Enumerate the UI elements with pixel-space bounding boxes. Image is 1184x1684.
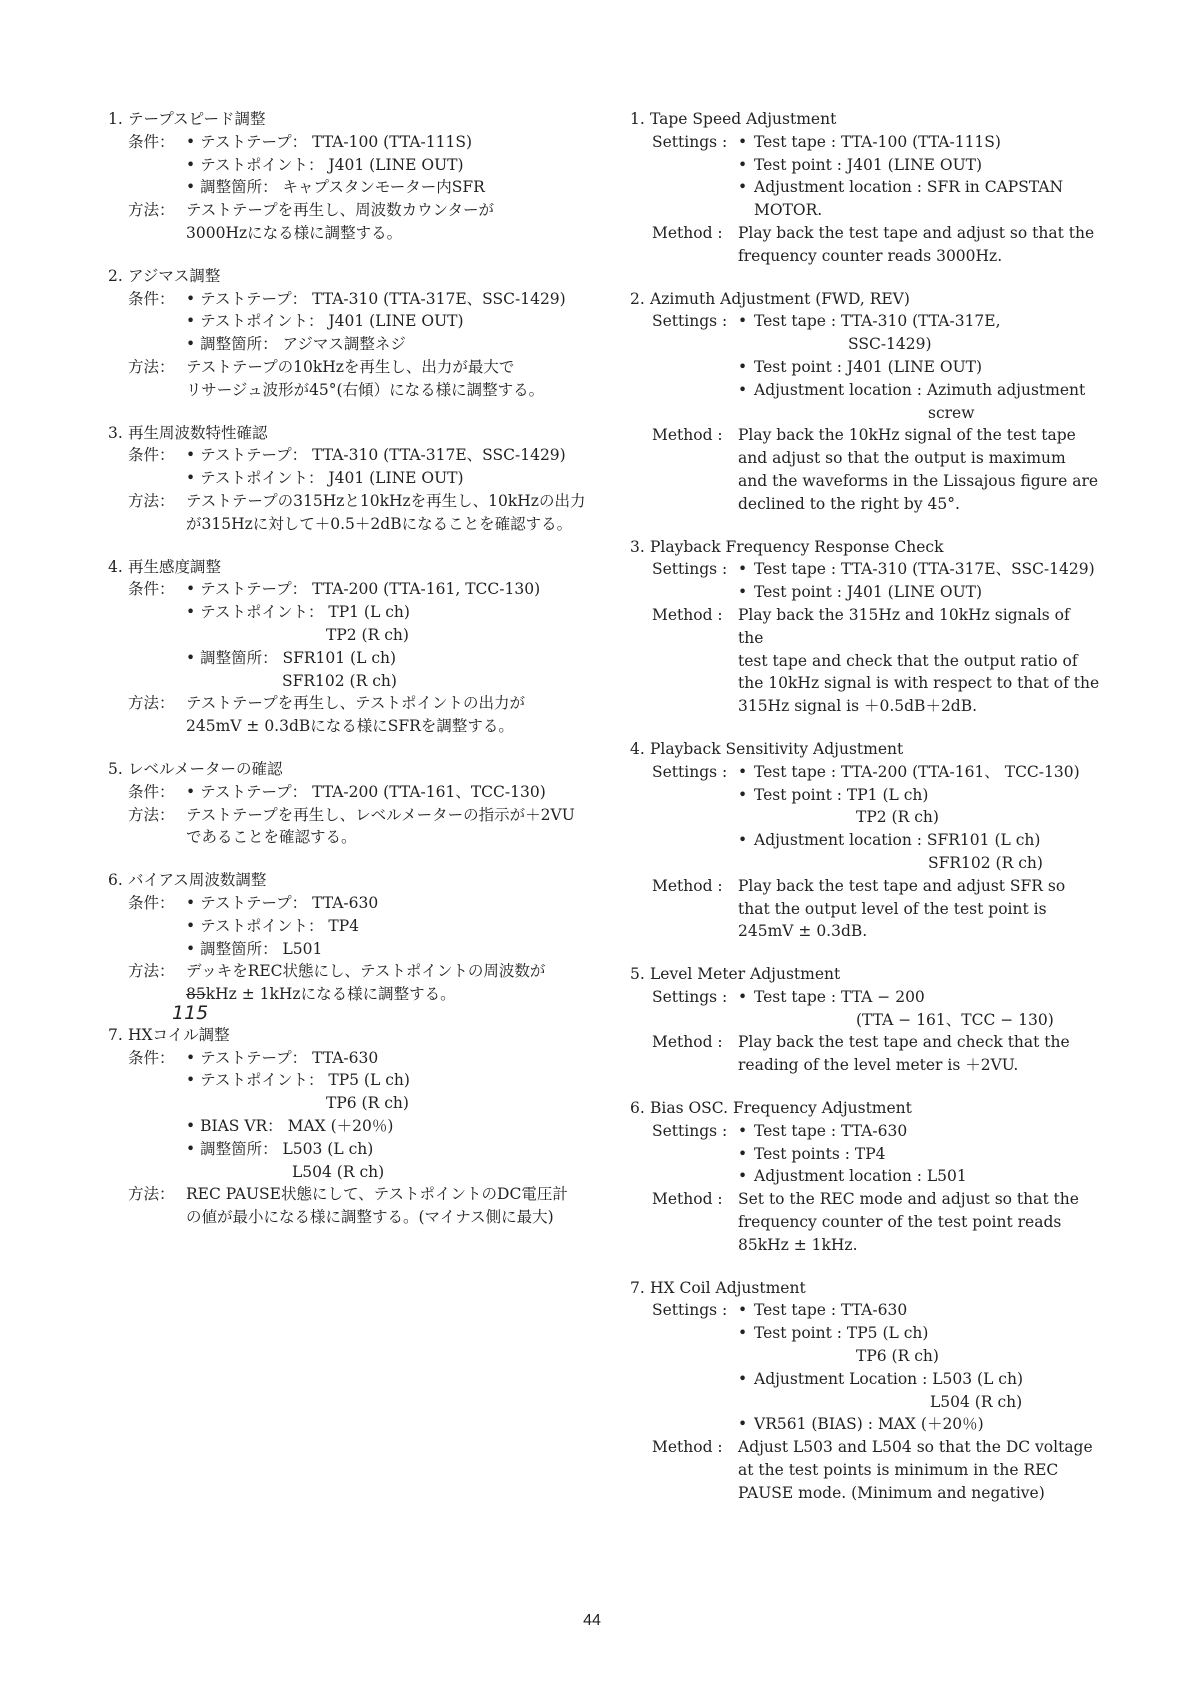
method-label: 方法：: [128, 491, 175, 510]
en-section-tape-speed: 1. Tape Speed Adjustment Settings : • Test tape : TTA-100 (TTA-111S) • Test point : J401 (LINE OUT) • Adjustment location : SFR in CAPSTAN MOTOR. Method : Play back the test tape and adjust so that the frequency counter reads 3000Hz.: [630, 108, 1100, 268]
method-label: 方法：: [128, 357, 175, 376]
ja-section-azimuth: [108, 265, 608, 402]
section-title: アジマス調整: [128, 266, 221, 285]
setting-line: (TTA − 161、TCC − 130): [856, 1010, 1054, 1029]
setting-line: VR561 (BIAS) : MAX (＋20％): [754, 1415, 984, 1434]
condition-line: • 調整箇所： アジマス調整ネジ: [186, 335, 406, 354]
method-line: テストテープの10kHzを再生し、出力が最大で: [186, 357, 515, 376]
section-number: 2.: [630, 289, 645, 308]
en-section-bias-frequency: 6. Bias OSC. Frequency Adjustment Settings : • Test tape : TTA-630 • Test points : TP4 • Adjustment location : L501 Method : Set to the REC mode and adjust so that the frequency counter of the test point reads 85kHz ± 1kHz.: [630, 1097, 1100, 1257]
method-line: テストテープの315Hzと10kHzを再生し、10kHzの出力: [186, 491, 586, 510]
method-text: kHz ± 1kHzになる様に調整する。: [205, 985, 456, 1004]
ja-section-level-meter: [108, 758, 608, 849]
ja-section-hx-coil: [108, 1024, 608, 1229]
condition-line: • 調整箇所： SFR101 (L ch): [186, 648, 397, 667]
setting-line: Adjustment location : SFR101 (L ch): [754, 831, 1041, 850]
section-title: HXコイル調整: [128, 1025, 230, 1044]
setting-line: Test tape : TTA-200 (TTA-161、 TCC-130): [754, 762, 1080, 781]
ja-section-playback-sensitivity: [108, 556, 608, 738]
section-number: 3.: [108, 423, 123, 442]
conditions-label: 条件：: [128, 782, 175, 801]
method-line: Play back the test tape and adjust so that the: [738, 223, 1095, 242]
setting-line: Adjustment location : Azimuth adjustment: [754, 380, 1086, 399]
setting-line: SSC-1429): [848, 335, 932, 354]
setting-line: Test point : TP1 (L ch): [754, 785, 929, 804]
condition-line: • テストポイント： J401 (LINE OUT): [186, 312, 464, 331]
en-section-level-meter: 5. Level Meter Adjustment Settings : • Test tape : TTA − 200 (TTA − 161、TCC − 130) Method : Play back the test tape and check that the reading of the level meter is ＋2VU.: [630, 963, 1100, 1077]
method-line: 315Hz signal is ＋0.5dB＋2dB.: [738, 697, 978, 716]
method-line: であることを確認する。: [186, 828, 357, 847]
section-title: Level Meter Adjustment: [650, 965, 841, 984]
handwritten-correction: 115: [172, 1001, 209, 1024]
settings-label: Settings :: [652, 132, 728, 151]
setting-line: Test points : TP4: [754, 1144, 886, 1163]
method-label: 方法：: [128, 201, 175, 220]
ja-section-tape-speed: [108, 108, 608, 245]
setting-line: Adjustment location : L501: [754, 1167, 967, 1186]
conditions-label: 条件：: [128, 132, 175, 151]
method-label: Method :: [652, 1190, 723, 1209]
section-number: 7.: [630, 1278, 645, 1297]
method-line: 85kHz ± 1kHz.: [738, 1235, 858, 1254]
method-line: test tape and check that the output ratio of: [738, 651, 1078, 670]
method-label: 方法：: [128, 805, 175, 824]
condition-line: • テストテープ： TTA-100 (TTA-111S): [186, 132, 473, 151]
method-line: が315Hzに対して＋0.5＋2dBになることを確認する。: [186, 514, 573, 533]
method-line: at the test points is minimum in the REC: [738, 1461, 1059, 1480]
section-number: 4.: [108, 557, 123, 576]
method-line: REC PAUSE状態にして、テストポイントのDC電圧計: [186, 1185, 568, 1204]
condition-line: • テストテープ： TTA-630: [186, 893, 379, 912]
condition-line: • テストテープ： TTA-200 (TTA-161、TCC-130): [186, 782, 546, 801]
condition-line: • テストテープ： TTA-310 (TTA-317E、SSC-1429): [186, 446, 566, 465]
method-line: declined to the right by 45°.: [738, 494, 960, 513]
method-line: リサージュ波形が45°(右傾）になる様に調整する。: [186, 380, 545, 399]
condition-line: L504 (R ch): [292, 1162, 385, 1181]
method-line: デッキをREC状態にし、テストポイントの周波数が: [186, 962, 546, 981]
setting-line: TP2 (R ch): [856, 808, 939, 827]
section-number: 7.: [108, 1025, 123, 1044]
section-title: Azimuth Adjustment (FWD, REV): [650, 289, 910, 308]
condition-line: • テストポイント： TP5 (L ch): [186, 1071, 410, 1090]
method-line: that the output level of the test point is: [738, 899, 1047, 918]
setting-line: Test tape : TTA-100 (TTA-111S): [754, 132, 1001, 151]
condition-line: • テストテープ： TTA-630: [186, 1048, 379, 1067]
section-number: 1.: [108, 110, 123, 128]
method-line: Set to the REC mode and adjust so that the: [738, 1190, 1079, 1209]
setting-line: Test point : J401 (LINE OUT): [754, 357, 983, 376]
ja-section-bias-frequency: [108, 869, 608, 1022]
setting-line: Test tape : TTA-310 (TTA-317E,: [754, 312, 1001, 331]
method-line: テストテープを再生し、テストポイントの出力が: [186, 694, 525, 713]
method-line: frequency counter of the test point reads: [738, 1213, 1062, 1232]
condition-line: • 調整箇所： L503 (L ch): [186, 1139, 374, 1158]
method-line: 245mV ± 0.3dB.: [738, 922, 868, 941]
method-line: PAUSE mode. (Minimum and negative): [738, 1483, 1045, 1502]
setting-line: Test tape : TTA − 200: [754, 987, 925, 1006]
condition-line: • テストテープ： TTA-310 (TTA-317E、SSC-1429): [186, 289, 566, 308]
method-line: Play back the test tape and check that the: [738, 1033, 1070, 1052]
section-number: 6.: [630, 1099, 645, 1118]
section-number: 1.: [630, 110, 645, 128]
en-section-azimuth: 2. Azimuth Adjustment (FWD, REV) Settings : • Test tape : TTA-310 (TTA-317E, SSC-1429) • Test point : J401 (LINE OUT) • Adjustment location : Azimuth adjustment screw Method : Play back the 10kHz signal of the test tape and adjust so that the output is maximum and the waveforms in the Lissajous figure are declined to the right by 45°.: [630, 288, 1100, 516]
page-number: 44: [583, 1612, 601, 1629]
method-line: and adjust so that the output is maximum: [738, 449, 1066, 468]
setting-line: TP6 (R ch): [856, 1347, 939, 1366]
struck-value: 85: [186, 985, 206, 1004]
conditions-label: 条件：: [128, 289, 175, 308]
method-line: 3000Hzになる様に調整する。: [186, 223, 403, 242]
settings-label: Settings :: [652, 1301, 728, 1320]
method-line: Play back the 10kHz signal of the test tape: [738, 426, 1076, 445]
method-line: テストテープを再生し、周波数カウンターが: [186, 201, 494, 220]
section-number: 2.: [108, 266, 123, 285]
settings-label: Settings :: [652, 560, 728, 579]
condition-line: • テストポイント： TP1 (L ch): [186, 603, 410, 622]
section-number: 5.: [108, 759, 123, 778]
section-title: Playback Sensitivity Adjustment: [650, 739, 904, 758]
condition-line: • 調整箇所： L501: [186, 939, 323, 958]
setting-line: Test tape : TTA-630: [754, 1121, 908, 1140]
method-line: Play back the 315Hz and 10kHz signals of the: [738, 605, 1070, 647]
japanese-column: [108, 108, 608, 1249]
section-title: HX Coil Adjustment: [650, 1278, 806, 1297]
setting-line: Test tape : TTA-310 (TTA-317E、SSC-1429): [754, 560, 1095, 579]
method-label: Method :: [652, 1438, 723, 1457]
setting-line: Test tape : TTA-630: [754, 1301, 908, 1320]
en-section-hx-coil: 7. HX Coil Adjustment Settings : • Test tape : TTA-630 • Test point : TP5 (L ch) TP6 (R ch) • Adjustment Location : L503 (L ch) L504 (R ch) • VR561 (BIAS) : MAX (＋20％) Method : Adjust L503 and L504 so that the DC voltage at the test points is minimum in the REC PAUSE mode. (Minimum and negative): [630, 1277, 1100, 1505]
condition-line: • テストポイント： J401 (LINE OUT): [186, 469, 464, 488]
conditions-label: 条件：: [128, 1048, 175, 1067]
setting-line: L504 (R ch): [930, 1392, 1023, 1411]
settings-label: Settings :: [652, 312, 728, 331]
section-title: Tape Speed Adjustment: [650, 110, 837, 128]
settings-label: Settings :: [652, 1121, 728, 1140]
method-line: reading of the level meter is ＋2VU.: [738, 1056, 1019, 1075]
section-number: 3.: [630, 537, 645, 556]
settings-label: Settings :: [652, 987, 728, 1006]
method-label: 方法：: [128, 1185, 175, 1204]
method-line: テストテープを再生し、レベルメーターの指示が＋2VU: [186, 805, 575, 824]
method-label: 方法：: [128, 694, 175, 713]
settings-label: Settings :: [652, 762, 728, 781]
section-title: バイアス周波数調整: [128, 871, 267, 890]
conditions-label: 条件：: [128, 580, 175, 599]
conditions-label: 条件：: [128, 893, 175, 912]
section-title: テープスピード調整: [128, 110, 266, 128]
en-section-frequency-response: 3. Playback Frequency Response Check Settings : • Test tape : TTA-310 (TTA-317E、SSC-1429) • Test point : J401 (LINE OUT) Method : Play back the 315Hz and 10kHz signals of the test tape and check that the output ratio of the 10kHz signal is with respect to that of the 315Hz signal is ＋0.5dB＋2dB.: [630, 536, 1100, 718]
section-number: 5.: [630, 965, 645, 984]
method-line: Adjust L503 and L504 so that the DC voltage: [738, 1438, 1093, 1457]
section-title: Bias OSC. Frequency Adjustment: [650, 1099, 912, 1118]
condition-line: • テストポイント： TP4: [186, 916, 360, 935]
condition-line: TP6 (R ch): [326, 1094, 409, 1113]
method-label: Method :: [652, 223, 723, 242]
setting-line: Test point : J401 (LINE OUT): [754, 155, 983, 174]
section-title: レベルメーターの確認: [128, 759, 283, 778]
method-line: and the waveforms in the Lissajous figure are: [738, 471, 1099, 490]
condition-line: • BIAS VR： MAX (＋20％): [186, 1117, 394, 1136]
setting-line: MOTOR.: [754, 201, 823, 220]
method-line: frequency counter reads 3000Hz.: [738, 246, 1003, 265]
conditions-label: 条件：: [128, 446, 175, 465]
method-label: Method :: [652, 605, 723, 624]
method-line: の値が最小になる様に調整する。(マイナス側に最大): [186, 1208, 554, 1227]
method-label: 方法：: [128, 962, 175, 981]
english-column: [630, 108, 1100, 1525]
condition-line: SFR102 (R ch): [282, 671, 397, 690]
section-number: 4.: [630, 739, 645, 758]
condition-line: • テストポイント： J401 (LINE OUT): [186, 155, 464, 174]
method-line: the 10kHz signal is with respect to that of the: [738, 674, 1100, 693]
setting-line: Adjustment location : SFR in CAPSTAN: [754, 178, 1064, 197]
section-title: Playback Frequency Response Check: [650, 537, 944, 556]
condition-line: • 調整箇所： キャプスタンモーター内SFR: [186, 178, 485, 197]
section-number: 6.: [108, 871, 123, 890]
method-label: Method :: [652, 876, 723, 895]
method-label: Method :: [652, 1033, 723, 1052]
ja-section-frequency-response: [108, 422, 608, 536]
setting-line: Adjustment Location : L503 (L ch): [754, 1369, 1024, 1388]
setting-line: SFR102 (R ch): [928, 853, 1043, 872]
method-label: Method :: [652, 426, 723, 445]
setting-line: Test point : TP5 (L ch): [754, 1324, 929, 1343]
en-section-playback-sensitivity: 4. Playback Sensitivity Adjustment Settings : • Test tape : TTA-200 (TTA-161、 TCC-130) • Test point : TP1 (L ch) TP2 (R ch) • Adjustment location : SFR101 (L ch) SFR102 (R ch) Method : Play back the test tape and adjust SFR so that the output level of the test point is 245mV ± 0.3dB.: [630, 738, 1100, 943]
condition-line: • テストテープ： TTA-200 (TTA-161, TCC-130): [186, 580, 541, 599]
setting-line: screw: [928, 403, 975, 422]
setting-line: Test point : J401 (LINE OUT): [754, 583, 983, 602]
section-title: 再生周波数特性確認: [128, 423, 268, 442]
condition-line: TP2 (R ch): [326, 625, 409, 644]
section-title: 再生感度調整: [128, 557, 222, 576]
method-line: Play back the test tape and adjust SFR so: [738, 876, 1066, 895]
method-line: 245mV ± 0.3dBになる様にSFRを調整する。: [186, 717, 514, 736]
